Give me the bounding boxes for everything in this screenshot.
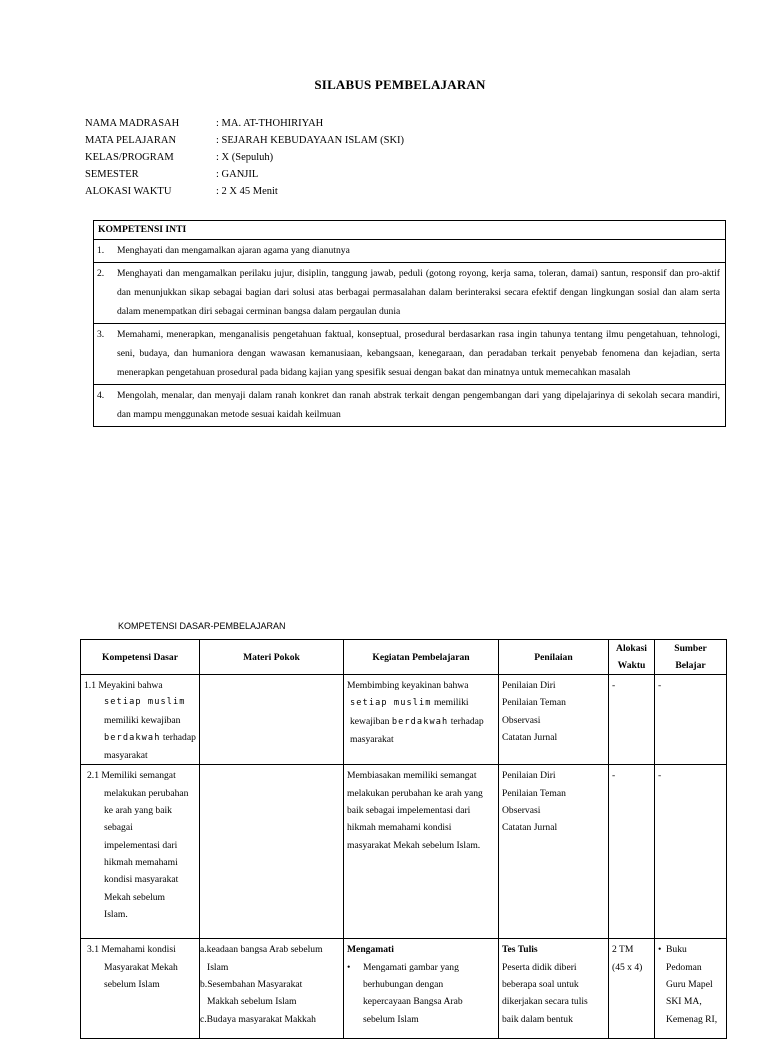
- ki-item: [94, 263, 726, 324]
- keg-spaced-word: setiap muslim: [350, 698, 432, 709]
- keg-word: memiliki: [431, 697, 469, 709]
- penilaian-line: baik dalam bentuk: [502, 1013, 573, 1025]
- keg-line: melakukan perubahan ke arah yang: [347, 787, 483, 799]
- keg-heading: Mengamati: [347, 944, 394, 956]
- kd-line: 1.1 Meyakini bahwa: [84, 680, 163, 691]
- info-label: ALOKASI WAKTU: [85, 186, 172, 197]
- penilaian-line: Observasi: [502, 805, 541, 817]
- alokasi-cell: -: [609, 765, 655, 939]
- info-value: : GANJIL: [216, 169, 259, 180]
- penilaian-cell: [499, 765, 609, 939]
- kd-cell: [81, 675, 200, 765]
- ki-number: 1.: [97, 245, 105, 256]
- penilaian-line: Catatan Jurnal: [502, 822, 558, 834]
- kompetensi-inti-table: [93, 220, 726, 427]
- info-value: : X (Sepuluh): [216, 152, 274, 163]
- kd-word: terhadap: [160, 731, 196, 743]
- kd-line: Masyarakat Mekah: [104, 961, 178, 973]
- alokasi-cell: -: [609, 675, 655, 765]
- ki-heading: KOMPETENSI INTI: [94, 221, 726, 240]
- ki-item: [94, 324, 726, 385]
- penilaian-line: beberapa soal untuk: [502, 979, 579, 991]
- ki-number: 3.: [97, 329, 105, 340]
- penilaian-heading: Tes Tulis: [502, 944, 538, 956]
- kd-header-row: [81, 640, 727, 675]
- keg-bullet-text: [359, 959, 463, 1028]
- ki-text: Menghayati dan mengamalkan ajaran agama yang dianutnya: [117, 245, 350, 256]
- info-row-mapel: [85, 132, 404, 149]
- header-sumber-line1: Sumber: [674, 643, 707, 654]
- bullet-icon: •: [347, 961, 351, 973]
- kd-cell: [81, 765, 200, 939]
- materi-line: Islam: [207, 961, 229, 973]
- header-sumber: [655, 640, 727, 675]
- kd-line: kondisi masyarakat: [104, 874, 179, 886]
- keg-line: [347, 713, 495, 731]
- keg-spaced-word: berdakwah: [391, 716, 449, 727]
- info-value: : SEJARAH KEBUDAYAAN ISLAM (SKI): [216, 135, 405, 146]
- keg-word: kewajiban: [350, 715, 392, 727]
- keg-line: baik sebagai impelementasi dari: [347, 805, 471, 817]
- sumber-line: Pedoman: [666, 961, 702, 973]
- keg-line: hikmah memahami kondisi: [347, 822, 452, 834]
- info-row-semester: [85, 166, 404, 183]
- sumber-cell: -: [655, 765, 727, 939]
- materi-cell: [200, 675, 344, 765]
- kd-line: masyarakat: [104, 750, 148, 762]
- ki-text: Memahami, menerapkan, menganalisis pengetahuan faktual, konseptual, prosedural berdasarkan rasa ingin tahunya tentang ilmu pengetahuan, tehnologi, seni, budaya, dan humaniora dengan wawasan kemanusiaan, kebangsaan, kenegaraan, dan peradaban terkait penyebab fenomena dan kejadian, serta menerapkan pengetahuan prosedural pada bidang kajian yang spesifik sesuai dengan bakat dan minatnya untuk memecahkan masalah: [117, 329, 720, 378]
- sumber-bullet-item: [658, 941, 723, 1027]
- kompetensi-dasar-table: [80, 639, 727, 1039]
- penilaian-line: Penilaian Teman: [502, 787, 566, 799]
- alokasi-line: (45 x 4): [612, 961, 643, 973]
- kd-line: ke arah yang baik: [104, 805, 172, 817]
- sumber-line: Buku: [666, 944, 687, 956]
- document-title: SILABUS PEMBELAJARAN: [314, 77, 486, 92]
- table-row: [81, 765, 727, 939]
- kd-caption: KOMPETENSI DASAR-PEMBELAJARAN: [118, 621, 286, 631]
- keg-line: masyarakat Mekah sebelum Islam.: [347, 839, 481, 851]
- penilaian-line: dikerjakan secara tulis: [502, 996, 588, 1008]
- materi-line: c.Budaya masyarakat Makkah: [200, 1013, 316, 1025]
- kd-line: memiliki kewajiban: [104, 714, 181, 726]
- materi-line: b.Sesembahan Masyarakat: [200, 979, 303, 991]
- kd-line: impelementasi dari: [104, 839, 178, 851]
- keg-line: [347, 694, 495, 712]
- kd-line: sebelum Islam: [104, 979, 160, 991]
- keg-line: Membiasakan memiliki semangat: [347, 770, 477, 782]
- ki-text: Menghayati dan mengamalkan perilaku jujur, disiplin, tanggung jawab, peduli (gotong royong, kerja sama, toleran, damai) santun, responsif dan pro-aktif dan menunjukkan sikap sebagai bagian dari solusi atas berbagai permasalahan dalam berinteraksi secara efektif dengan lingkungan sosial dan alam serta dalam menempatkan diri sebagai cerminan bangsa dalam pergaulan dunia: [117, 268, 720, 317]
- kd-line: [84, 729, 196, 747]
- header-alokasi-line2: Waktu: [617, 660, 646, 671]
- kd-line: Mekah sebelum: [104, 891, 166, 903]
- bullet-icon: •: [658, 944, 662, 956]
- keg-line: sebelum Islam: [363, 1013, 419, 1025]
- alokasi-line: 2 TM: [612, 944, 634, 956]
- ki-number: 2.: [97, 268, 105, 279]
- kd-line: melakukan perubahan: [104, 787, 189, 799]
- materi-cell: [200, 765, 344, 939]
- info-label: KELAS/PROGRAM: [85, 152, 174, 163]
- sumber-line: SKI MA,: [666, 996, 702, 1008]
- ki-item: [94, 240, 726, 263]
- ki-item: [94, 385, 726, 427]
- keg-line: berhubungan dengan: [363, 979, 444, 991]
- kd-line: Islam.: [104, 908, 128, 920]
- info-row-alokasi: [85, 183, 404, 200]
- keg-word: terhadap: [448, 715, 484, 727]
- penilaian-line: Penilaian Diri: [502, 680, 556, 691]
- info-value: : 2 X 45 Menit: [216, 186, 278, 197]
- info-value: : MA. AT-THOHIRIYAH: [216, 118, 324, 129]
- keg-bullet-item: [347, 959, 495, 1028]
- kd-line: setiap muslim: [104, 697, 186, 708]
- materi-line: Makkah sebelum Islam: [207, 996, 297, 1008]
- header-kegiatan: Kegiatan Pembelajaran: [344, 640, 499, 675]
- keg-line: kepercayaan Bangsa Arab: [363, 996, 463, 1008]
- penilaian-line: Catatan Jurnal: [502, 731, 558, 743]
- penilaian-cell: [499, 675, 609, 765]
- penilaian-line: Peserta didik diberi: [502, 961, 577, 973]
- sumber-cell: -: [655, 675, 727, 765]
- penilaian-line: Penilaian Teman: [502, 697, 566, 709]
- kd-spaced-word: berdakwah: [104, 732, 161, 743]
- header-alokasi-line1: Alokasi: [616, 643, 647, 654]
- info-row-madrasah: [85, 115, 404, 132]
- header-sumber-line2: Belajar: [675, 660, 706, 671]
- penilaian-line: Observasi: [502, 714, 541, 726]
- kegiatan-cell: [344, 675, 499, 765]
- table-row: [81, 675, 727, 765]
- info-label: MATA PELAJARAN: [85, 135, 177, 146]
- materi-line: a.keadaan bangsa Arab sebelum: [200, 944, 323, 956]
- header-penilaian: Penilaian: [499, 640, 609, 675]
- penilaian-line: Penilaian Diri: [502, 770, 556, 782]
- header-materi-pokok: Materi Pokok: [200, 640, 344, 675]
- sumber-line: Guru Mapel: [666, 979, 713, 991]
- keg-line: Mengamati gambar yang: [363, 961, 459, 973]
- info-label: NAMA MADRASAH: [85, 118, 180, 129]
- info-label: SEMESTER: [85, 169, 139, 180]
- ki-text: Mengolah, menalar, dan menyaji dalam ranah konkret dan ranah abstrak terkait dengan pengembangan dari yang dipelajarinya di sekolah secara mandiri, dan mampu menggunakan metode sesuai kaidah keilmuan: [117, 390, 720, 420]
- kd-line: hikmah memahami: [104, 856, 178, 868]
- sumber-line: Kemenag RI,: [666, 1013, 718, 1025]
- kd-line: 3.1 Memahami kondisi: [87, 944, 176, 956]
- header-kompetensi-dasar: Kompetensi Dasar: [81, 640, 200, 675]
- keg-line: masyarakat: [350, 733, 394, 745]
- kegiatan-cell: [344, 765, 499, 939]
- kd-line: 2.1 Memiliki semangat: [87, 770, 176, 782]
- kd-line: sebagai: [104, 822, 133, 834]
- info-row-kelas: [85, 149, 404, 166]
- ki-number: 4.: [97, 390, 105, 401]
- sumber-text: [666, 941, 717, 1027]
- keg-line: Membimbing keyakinan bahwa: [347, 680, 469, 691]
- identity-block: [85, 115, 404, 200]
- header-alokasi: [609, 640, 655, 675]
